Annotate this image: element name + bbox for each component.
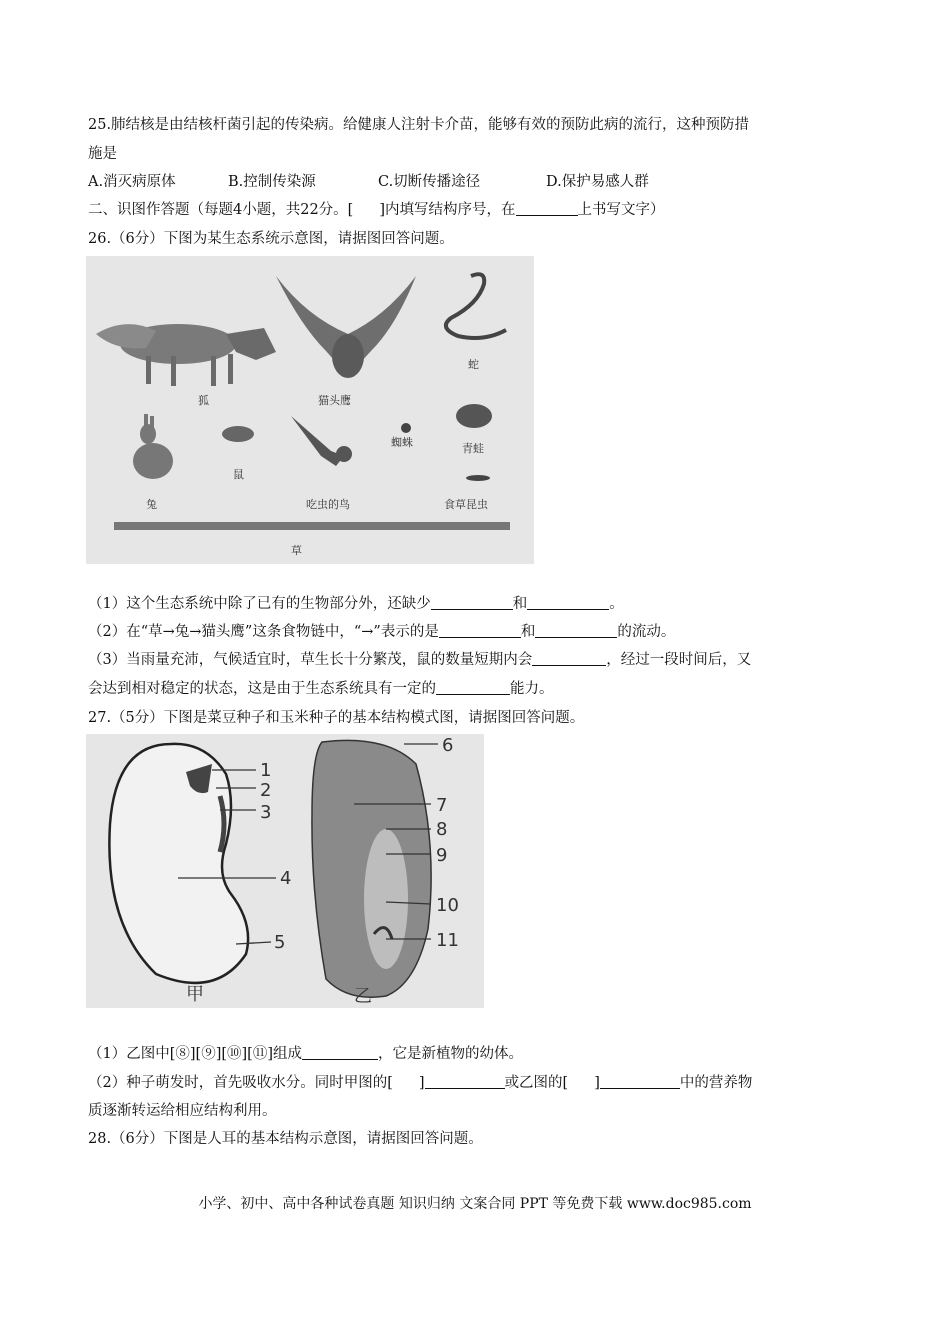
q26-stem: 26.（6分）下图为某生态系统示意图，请据图回答问题。 (88, 231, 454, 247)
seed-structure-figure (86, 734, 484, 1008)
label-bird: 吃虫的鸟 (306, 498, 350, 511)
fox-image (96, 324, 276, 386)
q26-sub3-line2: 会达到相对稳定的状态，这是由于生态系统具有一定的 能力。 (88, 681, 554, 697)
seed-label-1: 1 (260, 760, 272, 781)
corn-embryo (364, 829, 408, 969)
grass-image (114, 522, 510, 530)
caption-yi: 乙 (354, 986, 372, 1007)
q27-stem: 27.（5分）下图是菜豆种子和玉米种子的基本结构模式图，请据图回答问题。 (88, 710, 585, 726)
seed-label-10: 10 (436, 895, 459, 916)
seed-label-3: 3 (260, 802, 272, 823)
page-footer: 小学、初中、高中各种试卷真题 知识归纳 文案合同 PPT 等免费下载 www.doc985.com (198, 1196, 752, 1212)
label-mouse: 鼠 (233, 468, 244, 481)
section2-part3: 上书写文字） (577, 202, 665, 218)
q26-sub3-line1: （3）当雨量充沛，气候适宜时，草生长十分繁茂，鼠的数量短期内会 ，经过一段时间后，又 (88, 652, 752, 668)
label-grass: 草 (291, 544, 302, 557)
q25-option-a: A.消灭病原体 (88, 174, 176, 190)
q28-stem: 28.（6分）下图是人耳的基本结构示意图，请据图回答问题。 (88, 1131, 483, 1147)
bean-seed-outline (109, 744, 248, 983)
seed-label-4: 4 (280, 868, 292, 889)
insectivorous-bird-image (291, 416, 352, 466)
section2-part1: 二、识图作答题（每题4小题，共22分。[ (88, 202, 354, 218)
snake-image (446, 274, 506, 338)
frog-image (456, 404, 492, 428)
q26-sub2: （2）在“草→兔→猫头鹰”这条食物链中，“→”表示的是 和 的流动。 (88, 624, 676, 640)
label-insect: 食草昆虫 (444, 498, 488, 511)
section2-part2: ]内填写结构序号，在 (379, 202, 516, 218)
seed-label-9: 9 (436, 845, 448, 866)
label-rabbit: 兔 (146, 498, 157, 511)
q27-sub1: （1）乙图中[⑧][⑨][⑩][⑪]组成 ，它是新植物的幼体。 (88, 1046, 523, 1062)
q25-option-b: B.控制传染源 (228, 174, 316, 190)
spider-image (401, 423, 411, 433)
seed-label-11: 11 (436, 930, 459, 951)
label-owl: 猫头鹰 (318, 394, 351, 407)
q25-option-c: C.切断传播途径 (378, 174, 481, 190)
seed-label-7: 7 (436, 795, 448, 816)
caption-jia: 甲 (186, 984, 204, 1005)
label-fox: 狐 (198, 394, 209, 407)
q27-sub2-line2: 质逐渐转运给相应结构利用。 (88, 1103, 277, 1119)
mouse-image (222, 426, 254, 442)
seed-label-6: 6 (442, 735, 454, 756)
q25-line2: 施是 (88, 146, 117, 162)
q25-option-d: D.保护易感人群 (546, 174, 649, 190)
seed-label-2: 2 (260, 780, 272, 801)
seed-label-5: 5 (274, 932, 286, 953)
section2-heading (88, 200, 665, 220)
label-frog: 青蛙 (462, 442, 484, 455)
seed-label-8: 8 (436, 819, 448, 840)
q27-sub2-line1: （2）种子萌发时，首先吸收水分。同时甲图的[ ] 或乙图的[ ] 中的营养物 (88, 1075, 753, 1091)
q25-options (88, 172, 649, 192)
label-spider: 蜘蛛 (391, 436, 413, 449)
ecosystem-figure (86, 256, 534, 564)
owl-image (276, 276, 416, 378)
q25-line1: 25.肺结核是由结核杆菌引起的传染病。给健康人注射卡介苗，能够有效的预防此病的流行，这种预防措 (88, 117, 750, 133)
q26-sub1: （1）这个生态系统中除了已有的生物部分外，还缺少 和 。 (88, 596, 624, 612)
herbivorous-insect-image (466, 475, 490, 481)
label-snake: 蛇 (468, 358, 479, 371)
rabbit-image (133, 414, 173, 479)
